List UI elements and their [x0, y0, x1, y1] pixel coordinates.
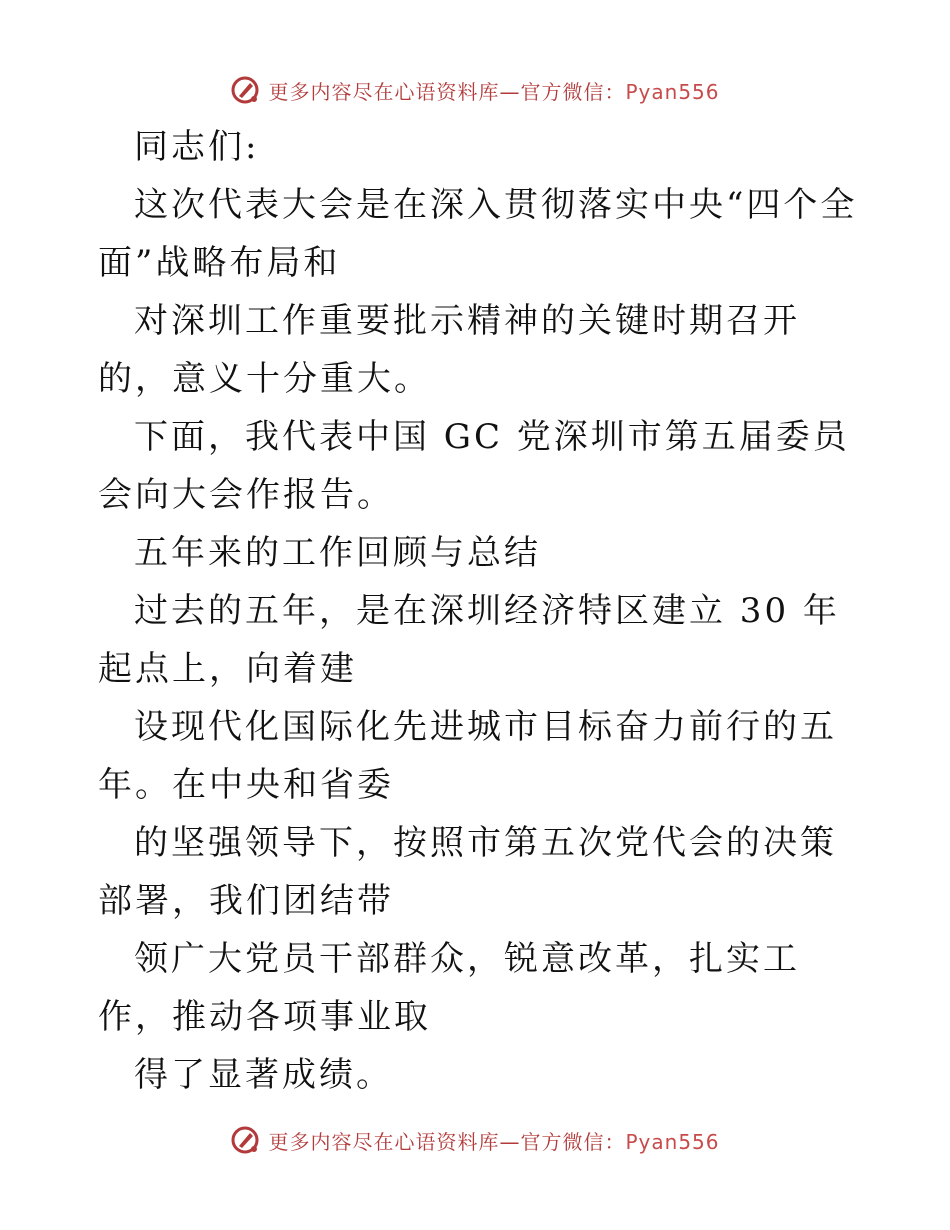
pen-circle-logo-icon: [230, 1125, 260, 1155]
watermark-id-text: Pyan556: [625, 1129, 720, 1154]
watermark-cn-text: 更多内容尽在心语资料库—官方微信：: [268, 79, 626, 104]
header-watermark: [0, 70, 950, 110]
paragraph: 下面，我代表中国 GC 党深圳市第五届委员会向大会作报告。: [98, 417, 850, 515]
section-heading: 五年来的工作回顾与总结: [134, 533, 541, 573]
paragraph: 领广大党员干部群众，锐意改革，扎实工作，推动各项事业取: [98, 939, 800, 1037]
watermark-cn-text: 更多内容尽在心语资料库—官方微信：: [268, 1129, 626, 1154]
header-watermark-text: [268, 76, 719, 105]
paragraph: 的坚强领导下，按照市第五次党代会的决策部署，我们团结带: [98, 823, 837, 921]
paragraph: 设现代化国际化先进城市目标奋力前行的五年。在中央和省委: [98, 707, 837, 805]
footer-watermark: [0, 1120, 950, 1160]
watermark-id-text: Pyan556: [625, 79, 720, 104]
pen-circle-logo-icon: [230, 75, 260, 105]
paragraph: 这次代表大会是在深入贯彻落实中央“四个全面”战略布局和: [98, 185, 858, 283]
footer-watermark-text: [268, 1126, 719, 1155]
document-body: [98, 118, 858, 1104]
paragraph: 对深圳工作重要批示精神的关键时期召开的，意义十分重大。: [98, 301, 800, 399]
paragraph: 过去的五年，是在深圳经济特区建立 30 年起点上，向着建: [98, 591, 840, 689]
paragraph: 得了显著成绩。: [134, 1055, 393, 1095]
paragraph-salutation: 同志们:: [134, 127, 260, 167]
